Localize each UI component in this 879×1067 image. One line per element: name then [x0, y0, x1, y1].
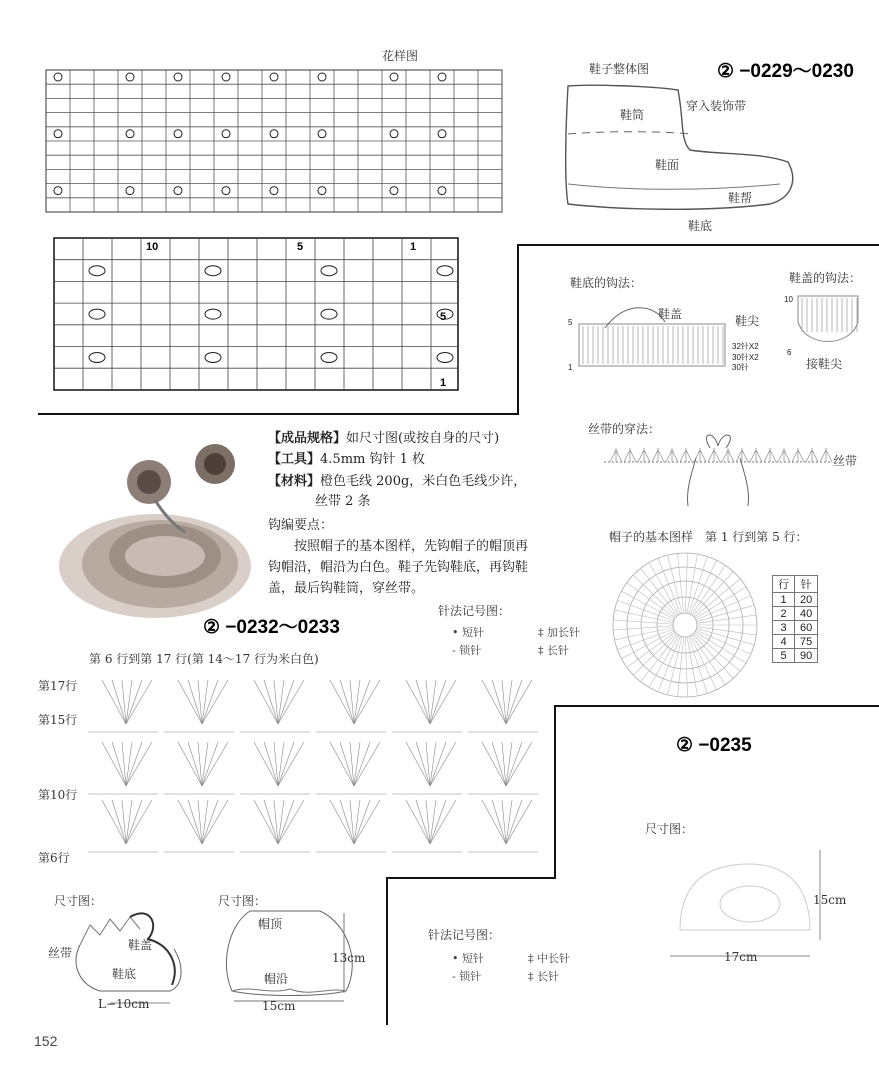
chart-stroke: [610, 448, 622, 462]
chart-stroke: [430, 800, 446, 844]
chart-stroke: [806, 448, 818, 462]
size-shoe-sole: 鞋底: [112, 967, 137, 981]
table-cell: 60: [795, 621, 818, 635]
sole-r2: 30针X2: [732, 353, 759, 362]
chart-stroke: [354, 800, 370, 844]
spec-material-row: [268, 470, 526, 492]
chart-stroke: [126, 187, 134, 195]
shoe-label-tube: 鞋筒: [620, 108, 645, 122]
chart-stroke: [778, 448, 790, 462]
rows-chart-diagram: [88, 672, 548, 867]
frame-rule-5: [554, 705, 556, 879]
chart-stroke: [694, 579, 740, 618]
points-line-1: 按照帽子的基本图样，先钩帽子的帽顶再: [294, 539, 529, 554]
chart-stroke: [202, 742, 208, 786]
chart-stroke: [202, 742, 228, 786]
shoe-label-ribbon: 穿入装饰带: [686, 99, 747, 113]
table-row: [773, 649, 818, 663]
chart-stroke: [278, 800, 284, 844]
chart-stroke: [652, 448, 664, 462]
chart-stroke: [202, 680, 208, 724]
chart-stroke: [430, 742, 456, 786]
stitch-legend-2-title: 针法记号图：: [428, 928, 501, 942]
chart-stroke: [506, 742, 522, 786]
ribbon-label: 丝带: [833, 454, 858, 468]
chart-stroke: [693, 634, 733, 679]
chart-stroke: [685, 637, 687, 697]
spec-material-value: 橙色毛线 200g，米白色毛线少许，: [320, 474, 527, 489]
chart-stroke: [270, 187, 278, 195]
hat-basic-title: 帽子的基本图样 第 1 行到第 5 行：: [609, 530, 808, 544]
chart-stroke: [174, 130, 182, 138]
chart-stroke: [624, 448, 636, 462]
chart-stroke: [321, 266, 337, 276]
chart-stroke: [354, 800, 380, 844]
table-header-row: 行: [773, 576, 795, 593]
code-0232: ② −0232～0233: [203, 617, 340, 638]
chart-stroke: [205, 353, 221, 363]
table-cell: 3: [773, 621, 795, 635]
chart-stroke: [430, 680, 446, 724]
chart-stroke: [668, 637, 683, 695]
chart-stroke: [722, 448, 734, 462]
chart-stroke: [278, 800, 294, 844]
chart-stroke: [54, 187, 62, 195]
chart-stroke: [202, 742, 218, 786]
chart-stroke: [202, 680, 228, 724]
chart-stroke: [621, 631, 674, 659]
chart-stroke: [438, 73, 446, 81]
size-shoe-ribbon: 丝带: [48, 946, 73, 960]
chart-stroke: [506, 800, 532, 844]
chart-stroke: [506, 800, 522, 844]
chart-stroke: [318, 130, 326, 138]
rows-chart-title: 第 6 行到第 17 行(第 14～17 行为米白色): [89, 652, 319, 666]
spec-size-value: 如尺寸图(或按自身的尺寸): [346, 431, 500, 446]
chart-stroke: [677, 553, 683, 613]
row-label-6: 第6行: [38, 851, 70, 865]
chart-stroke: [693, 571, 733, 616]
chart-stroke: [506, 800, 512, 844]
size-shoe-drawing: [60, 905, 200, 1005]
legend1-item-1: • 短针: [452, 626, 484, 639]
chart-stroke: [633, 633, 676, 675]
chart-stroke: [692, 565, 726, 615]
points-line-2: 钩帽沿，帽沿为白色。鞋子先钩鞋底，再钩鞋: [268, 560, 529, 575]
chart-stroke: [354, 742, 370, 786]
hat-basic-circle-chart: [600, 550, 770, 700]
sole-label-cover: 鞋盖: [658, 307, 683, 321]
spec-material-label: 【材料】: [268, 473, 321, 488]
table-cell: 90: [795, 649, 818, 663]
size-0235-height: 15cm: [813, 893, 847, 907]
chart-stroke: [687, 637, 697, 696]
chart-stroke: [438, 187, 446, 195]
legend2-item-4: ‡ 长针: [528, 970, 559, 983]
chart-stroke: [633, 575, 676, 617]
hat-photo: [55, 436, 255, 621]
sole-n1: 1: [568, 363, 573, 372]
chart-stroke: [126, 130, 134, 138]
chart-stroke: [174, 187, 182, 195]
chart-stroke: [820, 448, 832, 462]
chart-stroke: [270, 73, 278, 81]
grid-number-5b: 5: [440, 311, 447, 323]
chart-stroke: [673, 613, 697, 637]
chart-stroke: [430, 742, 446, 786]
code-0229: ② −0229～0230: [717, 61, 854, 82]
chart-stroke: [430, 800, 456, 844]
chart-stroke: [126, 800, 142, 844]
shoe-overview-title: 鞋子整体图: [589, 62, 650, 76]
hat-rows-table: [772, 575, 818, 663]
chart-stroke: [354, 742, 380, 786]
chart-stroke: [270, 130, 278, 138]
cover-n6: 6: [787, 348, 792, 357]
chart-stroke: [621, 591, 674, 619]
shoe-label-cap: 鞋帮: [728, 191, 753, 205]
chart-stroke: [278, 742, 284, 786]
chart-stroke: [708, 448, 720, 462]
grid-number-1b: 1: [440, 377, 447, 389]
chart-stroke: [321, 309, 337, 319]
points-title: 钩编要点：: [268, 518, 334, 533]
chart-stroke: [174, 73, 182, 81]
chart-stroke: [354, 800, 360, 844]
chart-stroke: [666, 448, 678, 462]
chart-stroke: [677, 637, 683, 697]
chart-stroke: [390, 187, 398, 195]
page-number: 152: [34, 1033, 58, 1049]
chart-stroke: [89, 353, 105, 363]
legend2-item-2: ‡ 中长针: [528, 952, 570, 965]
second-pattern-grid: [52, 236, 462, 394]
pattern-chart-title: 花样图: [382, 49, 419, 63]
spec-tool-label: 【工具】: [268, 451, 321, 466]
chart-stroke: [318, 187, 326, 195]
chart-stroke: [126, 742, 142, 786]
chart-stroke: [506, 680, 512, 724]
spec-size-label: 【成品规格】: [268, 430, 347, 445]
chart-stroke: [430, 680, 456, 724]
sole-r3: 30针: [732, 363, 749, 372]
frame-rule-6: [386, 877, 556, 879]
size-shoe-title: 尺寸图：: [54, 894, 103, 908]
stitch-legend-1-title: 针法记号图：: [438, 604, 511, 618]
table-row: [773, 593, 818, 607]
cover-method-title: 鞋盖的钩法：: [789, 271, 862, 285]
chart-stroke: [222, 130, 230, 138]
chart-stroke: [126, 680, 142, 724]
chart-stroke: [506, 742, 512, 786]
chart-stroke: [126, 800, 132, 844]
chart-stroke: [641, 568, 678, 615]
chart-stroke: [354, 680, 370, 724]
chart-stroke: [54, 73, 62, 81]
chart-stroke: [694, 633, 740, 672]
chart-stroke: [205, 266, 221, 276]
size-shoe-cover: 鞋盖: [128, 938, 153, 952]
chart-stroke: [222, 187, 230, 195]
chart-stroke: [430, 800, 436, 844]
table-row: [773, 635, 818, 649]
chart-stroke: [278, 742, 304, 786]
sole-r1: 32针X2: [732, 342, 759, 351]
shoe-label-sole: 鞋底: [688, 219, 713, 233]
size-hat-title: 尺寸图：: [218, 894, 267, 908]
frame-rule-2: [517, 244, 519, 415]
chart-stroke: [202, 800, 208, 844]
chart-stroke: [506, 680, 522, 724]
row-label-17: 第17行: [38, 679, 78, 693]
table-header-stitch: 针: [795, 576, 818, 593]
frame-rule-7: [386, 877, 388, 1025]
top-pattern-grid: [44, 66, 506, 216]
chart-stroke: [126, 742, 132, 786]
chart-stroke: [390, 130, 398, 138]
chart-stroke: [318, 73, 326, 81]
table-cell: 2: [773, 607, 795, 621]
chart-stroke: [390, 73, 398, 81]
chart-stroke: [668, 555, 683, 613]
code-0235: ② −0235: [676, 735, 752, 756]
chart-stroke: [278, 680, 294, 724]
size-hat-top: 帽顶: [258, 917, 283, 931]
legend1-item-3: - 锁针: [452, 644, 482, 657]
cover-join-label: 接鞋尖: [806, 357, 843, 371]
size-hat-height: 13cm: [332, 951, 366, 965]
chart-stroke: [437, 353, 453, 363]
chart-stroke: [687, 554, 697, 613]
chart-stroke: [278, 800, 304, 844]
size-shoe-length: L−10cm: [98, 997, 150, 1011]
chart-stroke: [430, 742, 436, 786]
chart-stroke: [126, 680, 152, 724]
spec-tool-value: 4.5mm 钩针 1 枚: [320, 452, 426, 467]
chart-stroke: [321, 353, 337, 363]
sole-method-title: 鞋底的钩法：: [570, 276, 643, 290]
points-line-3: 盖，最后钩鞋筒，穿丝带。: [268, 581, 425, 596]
chart-stroke: [54, 130, 62, 138]
chart-stroke: [126, 742, 152, 786]
sole-n5: 5: [568, 318, 573, 327]
size-hat-brim: 帽沿: [264, 972, 289, 986]
chart-stroke: [430, 680, 436, 724]
chart-stroke: [126, 680, 132, 724]
shoe-outline-drawing: [560, 80, 800, 225]
table-cell: 40: [795, 607, 818, 621]
legend2-item-1: • 短针: [452, 952, 484, 965]
chart-stroke: [278, 742, 294, 786]
chart-stroke: [126, 73, 134, 81]
ribbon-method-diagram: [600, 428, 840, 508]
chart-stroke: [506, 680, 532, 724]
frame-rule-3: [517, 244, 879, 246]
frame-rule-1: [38, 413, 518, 415]
chart-stroke: [354, 680, 360, 724]
grid-number-1a: 1: [410, 241, 417, 253]
chart-stroke: [202, 680, 218, 724]
chart-stroke: [638, 448, 650, 462]
chart-stroke: [89, 266, 105, 276]
chart-stroke: [750, 448, 762, 462]
chart-stroke: [202, 800, 228, 844]
table-cell: 75: [795, 635, 818, 649]
cover-method-diagram: [790, 292, 865, 354]
table-cell: 20: [795, 593, 818, 607]
shoe-label-upper: 鞋面: [655, 158, 680, 172]
cover-n10: 10: [784, 295, 793, 304]
chart-stroke: [354, 680, 380, 724]
spec-tool-row: [268, 448, 425, 470]
chart-stroke: [736, 448, 748, 462]
table-row: [773, 607, 818, 621]
chart-stroke: [126, 800, 152, 844]
row-label-10: 第10行: [38, 788, 78, 802]
chart-stroke: [506, 742, 532, 786]
legend1-item-2: ‡ 加长针: [538, 626, 580, 639]
table-cell: 1: [773, 593, 795, 607]
size-0235-width: 17cm: [724, 950, 758, 964]
ribbon-method-title: 丝带的穿法：: [588, 422, 661, 436]
table-cell: 5: [773, 649, 795, 663]
chart-stroke: [89, 309, 105, 319]
row-label-15: 第15行: [38, 713, 78, 727]
legend2-item-3: - 锁针: [452, 970, 482, 983]
chart-stroke: [680, 448, 692, 462]
spec-size-row: [268, 427, 499, 449]
table-cell: 4: [773, 635, 795, 649]
chart-stroke: [202, 800, 218, 844]
sole-label-toe: 鞋尖: [735, 314, 760, 328]
chart-stroke: [685, 553, 687, 613]
size-0235-title: 尺寸图：: [645, 822, 694, 836]
chart-stroke: [437, 266, 453, 276]
chart-stroke: [764, 448, 776, 462]
chart-stroke: [278, 680, 284, 724]
frame-rule-4: [554, 705, 879, 707]
chart-stroke: [792, 448, 804, 462]
chart-stroke: [438, 130, 446, 138]
chart-stroke: [658, 558, 680, 614]
table-row: [773, 621, 818, 635]
chart-stroke: [278, 680, 304, 724]
chart-stroke: [354, 742, 360, 786]
chart-stroke: [692, 635, 726, 685]
legend1-item-4: ‡ 长针: [538, 644, 569, 657]
size-hat-width: 15cm: [262, 999, 296, 1013]
spec-material-value-2: 丝带 2 条: [315, 494, 371, 509]
chart-stroke: [222, 73, 230, 81]
chart-stroke: [205, 309, 221, 319]
chart-stroke: [641, 634, 678, 681]
grid-number-5a: 5: [297, 241, 304, 253]
chart-stroke: [658, 636, 680, 692]
grid-number-10: 10: [146, 241, 159, 253]
